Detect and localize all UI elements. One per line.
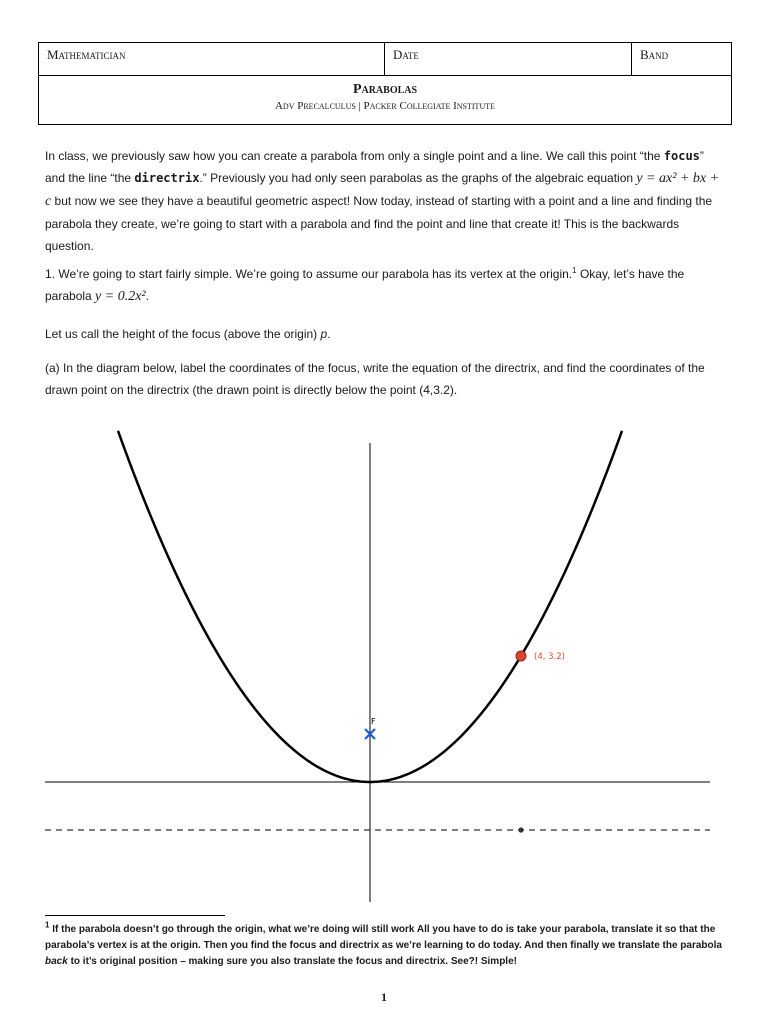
mathematician-cell bbox=[39, 43, 385, 76]
p-def-text: Let us call the height of the focus (above the origin) bbox=[45, 327, 321, 341]
footnote-emph: back bbox=[45, 956, 68, 967]
footnote-ref: 1 bbox=[572, 266, 577, 275]
page-number: 1 bbox=[381, 990, 387, 1004]
intro-paragraph bbox=[45, 145, 725, 257]
band-label: Band bbox=[640, 47, 669, 62]
intro-text-3: .” Previously you had only seen parabolas as the graphs of the algebraic equation bbox=[199, 171, 637, 185]
focus-term: focus bbox=[663, 149, 700, 163]
page-title: Parabolas bbox=[352, 82, 418, 98]
footnote-text-2: to it’s original position – making sure you also translate the focus and directrix. See?! Simple! bbox=[67, 956, 517, 967]
q1-text-3: . bbox=[145, 289, 149, 303]
q1-text-2: Okay, let’s have the parabola bbox=[45, 267, 685, 303]
parabola-equation: y = 0.2x² bbox=[95, 289, 146, 304]
page-subtitle: Adv Precalculus | Packer Collegiate Institute bbox=[274, 100, 495, 113]
intro-text-2: ” and the line “the bbox=[45, 149, 704, 185]
date-label: Date bbox=[393, 47, 419, 62]
part-a: (a) In the diagram below, label the coordinates of the focus, write the equation of the directrix, and find the coordinates of the drawn point on the directrix (the drawn point is directly below the point (4,3.2). bbox=[45, 361, 705, 397]
footnote bbox=[45, 922, 725, 970]
parabola-diagram bbox=[0, 400, 768, 910]
footnote-number: 1 bbox=[45, 920, 50, 930]
point-label: (4, 3.2) bbox=[534, 652, 565, 662]
title-cell bbox=[39, 76, 732, 125]
intro-text-1: In class, we previously saw how you can create a parabola from only a single point and a line. We call this point “the bbox=[45, 149, 664, 163]
directrix-point bbox=[518, 827, 523, 832]
focus-label: F bbox=[371, 717, 376, 726]
footnote-rule bbox=[45, 915, 225, 916]
general-equation: y = ax² + bx + c bbox=[45, 171, 720, 209]
question-1 bbox=[45, 263, 725, 308]
p-definition bbox=[45, 323, 725, 345]
p-variable: p bbox=[320, 327, 328, 341]
directrix-term: directrix bbox=[134, 171, 200, 185]
intro-text-4: but now we see they have a beautiful geometric aspect! Now today, instead of starting with a point and a line and finding the parabola they create, we’re going to start with a parabola and find the point and line that create it! This is the backwards question. bbox=[45, 194, 713, 253]
q1-text-1: 1. We’re going to start fairly simple. We’re going to assume our parabola has its vertex at the origin. bbox=[45, 267, 573, 281]
header-table bbox=[38, 42, 732, 125]
p-def-end: . bbox=[327, 327, 331, 341]
date-cell bbox=[385, 43, 632, 76]
band-cell bbox=[632, 43, 732, 76]
mathematician-label: Mathematician bbox=[47, 47, 126, 62]
footnote-text-1: If the parabola doesn’t go through the origin, what we’re doing will still work All you have to do is take your parabola, translate it so that the parabola’s vertex is at the origin. Then you find the focus and directrix as we’re learning to do today. And then finally we translate the parabola bbox=[45, 924, 722, 951]
given-point bbox=[516, 651, 526, 661]
